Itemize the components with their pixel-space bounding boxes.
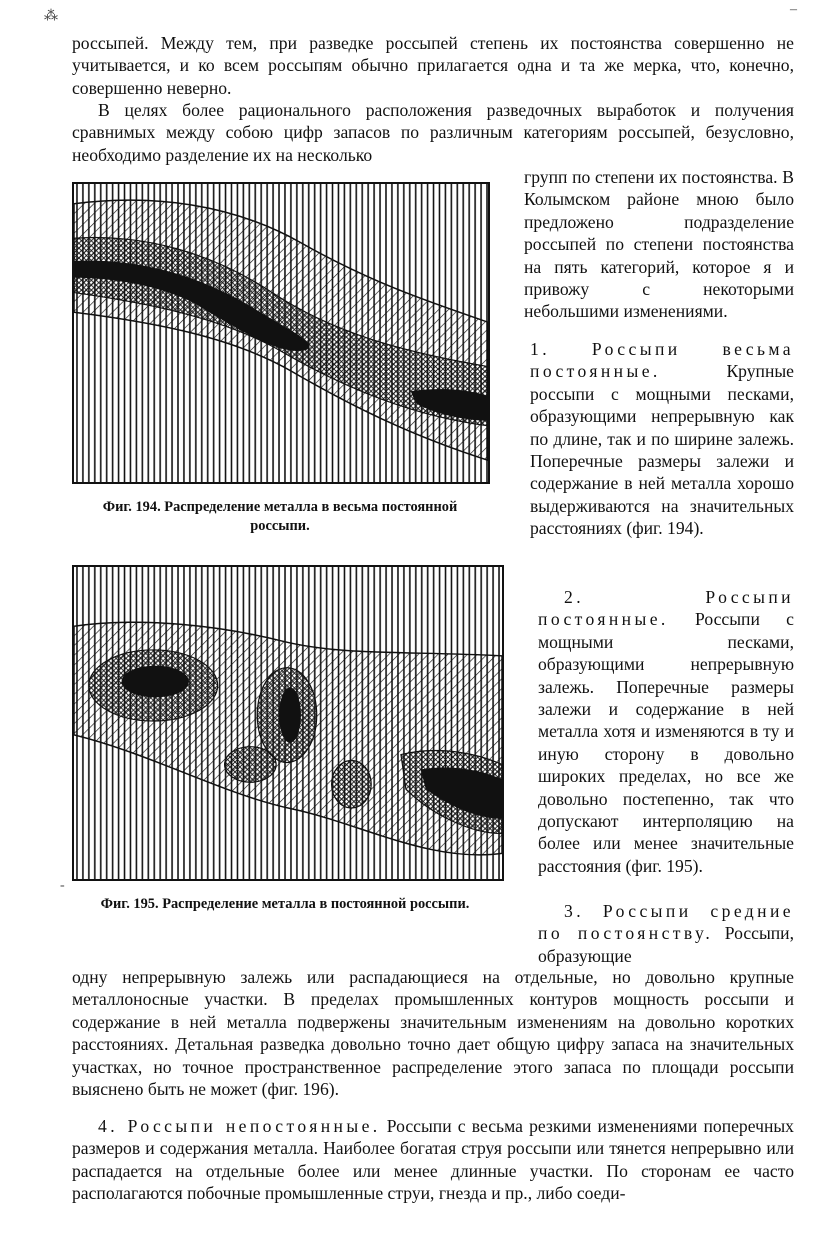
item-1 (530, 338, 794, 540)
figure-194-placer-diagram (72, 182, 490, 484)
top-paragraph-continuation: россыпей. Между тем, при разведке россыпей степень их постоянства совершенно не учитывается, и ко всем россыпям обычно прилагается одна и та же мерка, что, конечно, совершенно неверно. (72, 33, 794, 98)
figure-195-drawing (74, 567, 502, 879)
page-edge-mark: – (790, 2, 797, 17)
figure-194-caption: Фиг. 194. Распределение металла в весьма постоянной россыпи. (102, 499, 458, 534)
item-2-body: Россыпи с мощными песками, образующими непрерывную залежь. Поперечные размеры залежи и содержание в ней металла хотя и изменяются в ту и иную сторону в довольно широких пределах, но все же довольно постепенно, так что допускают интерполяцию на более или менее значительные расстояния (фиг. 195). (538, 609, 794, 876)
figure-195-placer-diagram (72, 565, 504, 881)
item-2-term: 2. Россыпи постоянные. (538, 587, 794, 630)
intro-paragraph: В целях более рационального расположения разведочных выработок и получения сравнимых между собою цифр запасов по различным категориям россыпей, безусловно, необходимо разделение их на несколько (72, 100, 794, 165)
margin-mark: - (60, 878, 65, 893)
ink-mark: ⁂ (44, 9, 58, 24)
item-4-term: 4. Россыпи непостоянные. (98, 1116, 381, 1136)
item-3-body-continuation: одну непрерывную залежь или распадающиеся на отдельные, но довольно крупные металлоносные участки. В пределах промышленных контуров мощность россыпи и содержание в ней металла подвержены значительным изменениям на довольно коротких расстояниях. Детальная разведка довольно точно дает общую цифру запаса на значительных участках, но точное пространственное распределение этого запаса по площади россыпи выяснено быть не может (фиг. 196). (72, 967, 794, 1100)
item-4-body: Россыпи с весьма резкими изменениями поперечных размеров и содержания металла. Наиболее богатая струя россыпи или тянется непрерывно или распадается на отдельные более или менее длинные участки. По сторонам ее часто располагаются побочные промышленные струи, гнезда и пр., либо соеди- (72, 1116, 794, 1204)
item-3-body-start: Россыпи, образующие (538, 923, 794, 966)
item-3 (538, 900, 794, 967)
item-2 (538, 586, 794, 877)
item-3-term: 3. Россыпи средние по постоянству. (538, 901, 794, 944)
item-1-body: Крупные россыпи с мощными песками, образующими непрерывную как по длине, так и по ширине залежь. Поперечные размеры залежи и содержание в ней металла хорошо выдерживаются на значительных расстояниях (фиг. 194). (530, 361, 794, 539)
item-4 (72, 1115, 794, 1205)
figure-195-caption: Фиг. 195. Распределение металла в постоянной россыпи. (100, 896, 470, 912)
intro-paragraph-continuation: групп по степени их постоянства. В Колымском районе мною было предложено подразделение россыпей по степени постоянства на пять категорий, которое я и привожу с некоторыми небольшими изменениями. (524, 167, 794, 322)
figure-194-drawing (74, 184, 488, 482)
item-1-term: 1. Россыпи весьма постоянные. (530, 339, 794, 382)
